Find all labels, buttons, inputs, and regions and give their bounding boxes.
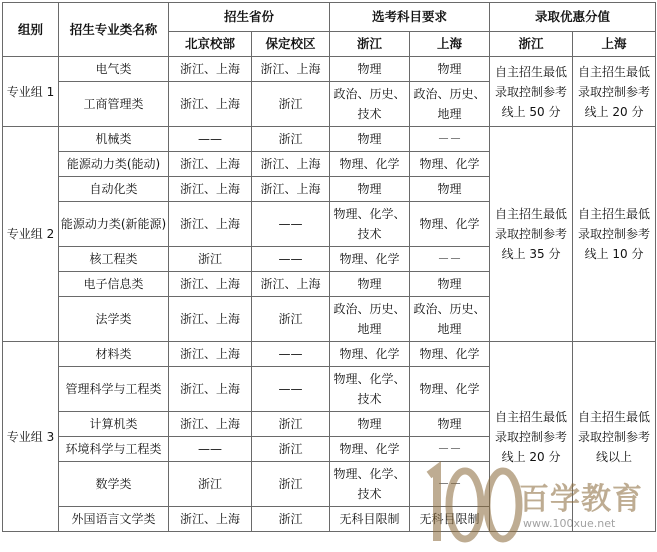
subject-shanghai-cell-line: －－ xyxy=(437,442,462,456)
table-row xyxy=(3,57,656,82)
subject-zhejiang-cell-line: 物理 xyxy=(357,277,382,291)
bonus-shanghai-cell-line: 录取控制参考 xyxy=(578,429,651,444)
bonus-shanghai-cell-line: 自主招生最低 xyxy=(578,409,651,424)
header-baoding-campus: 保定校区 xyxy=(252,32,330,57)
beijing-campus-cell: 浙江、上海 xyxy=(169,57,252,82)
major-cell: 机械类 xyxy=(59,127,169,152)
baoding-campus-cell: —— xyxy=(252,202,330,247)
bonus-zhejiang-cell-line: 录取控制参考 xyxy=(495,429,568,444)
watermark-brand: 百学教育 xyxy=(519,482,643,517)
table-row xyxy=(3,127,656,152)
baoding-campus-cell: 浙江、上海 xyxy=(252,177,330,202)
subject-shanghai-cell xyxy=(410,82,490,127)
major-cell: 核工程类 xyxy=(59,247,169,272)
admission-table xyxy=(2,2,656,532)
subject-shanghai-cell-line: －－ xyxy=(437,252,462,266)
subject-zhejiang-cell-line: 物理 xyxy=(357,132,382,146)
baoding-campus-cell: 浙江 xyxy=(252,297,330,342)
baoding-campus-cell: 浙江 xyxy=(252,82,330,127)
subject-shanghai-cell xyxy=(410,57,490,82)
subject-shanghai-cell-line: 物理、化学 xyxy=(419,382,480,396)
subject-zhejiang-cell xyxy=(330,437,410,462)
beijing-campus-cell: 浙江、上海 xyxy=(169,412,252,437)
bonus-shanghai-cell-line: 线上 10 分 xyxy=(584,247,644,261)
bonus-shanghai-cell-line: 录取控制参考 xyxy=(578,84,651,99)
baoding-campus-cell: —— xyxy=(252,247,330,272)
subject-shanghai-cell xyxy=(410,507,490,532)
bonus-shanghai-cell xyxy=(573,57,656,127)
subject-shanghai-cell-line: 地理 xyxy=(437,322,462,336)
major-cell: 计算机类 xyxy=(59,412,169,437)
subject-zhejiang-cell xyxy=(330,367,410,412)
bonus-shanghai-cell-line: 线上 20 分 xyxy=(584,104,644,119)
subject-shanghai-cell xyxy=(410,177,490,202)
subject-zhejiang-cell-line: 技术 xyxy=(357,392,382,406)
subject-shanghai-cell xyxy=(410,342,490,367)
beijing-campus-cell: —— xyxy=(169,127,252,152)
header-bonus: 录取优惠分值 xyxy=(490,3,656,32)
major-cell: 环境科学与工程类 xyxy=(59,437,169,462)
subject-zhejiang-cell xyxy=(330,247,410,272)
header-subject-zhejiang: 浙江 xyxy=(330,32,410,57)
major-cell: 电气类 xyxy=(59,57,169,82)
header-bonus-zhejiang: 浙江 xyxy=(490,32,573,57)
subject-shanghai-cell-line: 无科目限制 xyxy=(419,512,480,526)
subject-zhejiang-cell-line: 物理 xyxy=(357,62,382,76)
watermark-url: www.100xue.net xyxy=(523,517,616,530)
beijing-campus-cell: 浙江、上海 xyxy=(169,272,252,297)
major-cell: 能源动力类(能动) xyxy=(59,152,169,177)
beijing-campus-cell: 浙江、上海 xyxy=(169,152,252,177)
subject-shanghai-cell-line: 物理 xyxy=(437,417,462,431)
baoding-campus-cell: 浙江、上海 xyxy=(252,152,330,177)
major-cell: 电子信息类 xyxy=(59,272,169,297)
baoding-campus-cell: 浙江 xyxy=(252,127,330,152)
subject-zhejiang-cell-line: 地理 xyxy=(357,322,382,336)
subject-shanghai-cell xyxy=(410,247,490,272)
subject-shanghai-cell-line: 地理 xyxy=(437,107,462,121)
beijing-campus-cell: —— xyxy=(169,437,252,462)
bonus-shanghai-cell xyxy=(573,127,656,342)
subject-zhejiang-cell-line: 物理、化学 xyxy=(339,442,400,456)
major-cell: 能源动力类(新能源) xyxy=(59,202,169,247)
major-cell: 外国语言文学类 xyxy=(59,507,169,532)
subject-zhejiang-cell xyxy=(330,127,410,152)
subject-zhejiang-cell-line: 物理、化学 xyxy=(339,157,400,171)
subject-zhejiang-cell-line: 物理、化学、 xyxy=(333,467,406,481)
subject-zhejiang-cell-line: 物理、化学、 xyxy=(333,207,406,221)
subject-shanghai-cell xyxy=(410,462,490,507)
subject-zhejiang-cell-line: 技术 xyxy=(357,107,382,121)
bonus-shanghai-cell-line: 录取控制参考 xyxy=(578,227,651,241)
beijing-campus-cell: 浙江、上海 xyxy=(169,297,252,342)
header-major-category: 招生专业类名称 xyxy=(59,3,169,57)
header-province: 招生省份 xyxy=(169,3,330,32)
header-bonus-shanghai: 上海 xyxy=(573,32,656,57)
baoding-campus-cell: 浙江、上海 xyxy=(252,57,330,82)
bonus-zhejiang-cell xyxy=(490,57,573,127)
subject-zhejiang-cell-line: 物理 xyxy=(357,182,382,196)
bonus-zhejiang-cell-line: 录取控制参考 xyxy=(495,84,568,99)
subject-zhejiang-cell xyxy=(330,57,410,82)
beijing-campus-cell: 浙江 xyxy=(169,247,252,272)
subject-shanghai-cell xyxy=(410,272,490,297)
bonus-shanghai-cell-line: 自主招生最低 xyxy=(578,207,651,221)
baoding-campus-cell: 浙江、上海 xyxy=(252,272,330,297)
bonus-shanghai-cell xyxy=(573,342,656,532)
subject-shanghai-cell xyxy=(410,152,490,177)
baoding-campus-cell: 浙江 xyxy=(252,412,330,437)
baoding-campus-cell: 浙江 xyxy=(252,462,330,507)
group-name-cell: 专业组 3 xyxy=(3,342,59,532)
header-beijing-campus: 北京校部 xyxy=(169,32,252,57)
header-subject-shanghai: 上海 xyxy=(410,32,490,57)
bonus-zhejiang-cell-line: 线上 35 分 xyxy=(501,247,561,261)
subject-zhejiang-cell-line: 物理、化学 xyxy=(339,252,400,266)
bonus-zhejiang-cell-line: 自主招生最低 xyxy=(495,207,568,221)
beijing-campus-cell: 浙江、上海 xyxy=(169,507,252,532)
subject-zhejiang-cell-line: 技术 xyxy=(357,227,382,241)
subject-zhejiang-cell-line: 技术 xyxy=(357,487,382,501)
subject-shanghai-cell xyxy=(410,202,490,247)
subject-zhejiang-cell xyxy=(330,202,410,247)
subject-shanghai-cell xyxy=(410,127,490,152)
subject-shanghai-cell-line: 物理、化学 xyxy=(419,347,480,361)
beijing-campus-cell: 浙江 xyxy=(169,462,252,507)
subject-zhejiang-cell xyxy=(330,82,410,127)
bonus-zhejiang-cell xyxy=(490,127,573,342)
header-group: 组别 xyxy=(3,3,59,57)
subject-zhejiang-cell xyxy=(330,272,410,297)
subject-shanghai-cell-line: 物理 xyxy=(437,182,462,196)
subject-shanghai-cell-line: 物理、化学 xyxy=(419,217,480,231)
bonus-shanghai-cell-line: 自主招生最低 xyxy=(578,64,651,79)
beijing-campus-cell: 浙江、上海 xyxy=(169,177,252,202)
bonus-zhejiang-cell-line: 线上 20 分 xyxy=(501,449,561,464)
subject-zhejiang-cell xyxy=(330,462,410,507)
subject-shanghai-cell-line: 政治、历史、 xyxy=(413,302,486,316)
group-name-cell: 专业组 1 xyxy=(3,57,59,127)
subject-zhejiang-cell-line: 物理、化学 xyxy=(339,347,400,361)
beijing-campus-cell: 浙江、上海 xyxy=(169,202,252,247)
table-row xyxy=(3,342,656,367)
subject-shanghai-cell-line: －－ xyxy=(437,477,462,491)
beijing-campus-cell: 浙江、上海 xyxy=(169,342,252,367)
subject-shanghai-cell-line: 物理 xyxy=(437,277,462,291)
baoding-campus-cell: 浙江 xyxy=(252,507,330,532)
major-cell: 数学类 xyxy=(59,462,169,507)
subject-shanghai-cell-line: 物理、化学 xyxy=(419,157,480,171)
table-body xyxy=(3,57,656,532)
bonus-zhejiang-cell-line: 自主招生最低 xyxy=(495,409,568,424)
major-cell: 工商管理类 xyxy=(59,82,169,127)
subject-zhejiang-cell xyxy=(330,297,410,342)
subject-shanghai-cell xyxy=(410,412,490,437)
subject-shanghai-cell-line: 政治、历史、 xyxy=(413,87,486,101)
bonus-zhejiang-cell-line: 自主招生最低 xyxy=(495,64,568,79)
subject-zhejiang-cell xyxy=(330,342,410,367)
subject-zhejiang-cell xyxy=(330,152,410,177)
baoding-campus-cell: 浙江 xyxy=(252,437,330,462)
bonus-shanghai-cell-line: 线以上 xyxy=(596,449,633,464)
bonus-zhejiang-cell xyxy=(490,342,573,532)
subject-zhejiang-cell-line: 物理、化学、 xyxy=(333,372,406,386)
baoding-campus-cell: —— xyxy=(252,342,330,367)
major-cell: 材料类 xyxy=(59,342,169,367)
beijing-campus-cell: 浙江、上海 xyxy=(169,82,252,127)
header-row-top xyxy=(3,3,656,32)
subject-zhejiang-cell xyxy=(330,412,410,437)
major-cell: 自动化类 xyxy=(59,177,169,202)
beijing-campus-cell: 浙江、上海 xyxy=(169,367,252,412)
bonus-zhejiang-cell-line: 录取控制参考 xyxy=(495,227,568,241)
group-name-cell: 专业组 2 xyxy=(3,127,59,342)
subject-zhejiang-cell-line: 物理 xyxy=(357,417,382,431)
subject-shanghai-cell-line: 物理 xyxy=(437,62,462,76)
subject-zhejiang-cell-line: 政治、历史、 xyxy=(333,302,406,316)
subject-zhejiang-cell xyxy=(330,507,410,532)
subject-shanghai-cell xyxy=(410,437,490,462)
subject-shanghai-cell xyxy=(410,367,490,412)
subject-zhejiang-cell xyxy=(330,177,410,202)
subject-zhejiang-cell-line: 政治、历史、 xyxy=(333,87,406,101)
major-cell: 法学类 xyxy=(59,297,169,342)
subject-shanghai-cell xyxy=(410,297,490,342)
baoding-campus-cell: —— xyxy=(252,367,330,412)
subject-shanghai-cell-line: －－ xyxy=(437,132,462,146)
bonus-zhejiang-cell-line: 线上 50 分 xyxy=(501,104,561,119)
major-cell: 管理科学与工程类 xyxy=(59,367,169,412)
subject-zhejiang-cell-line: 无科目限制 xyxy=(339,512,400,526)
header-subject-requirement: 选考科目要求 xyxy=(330,3,490,32)
